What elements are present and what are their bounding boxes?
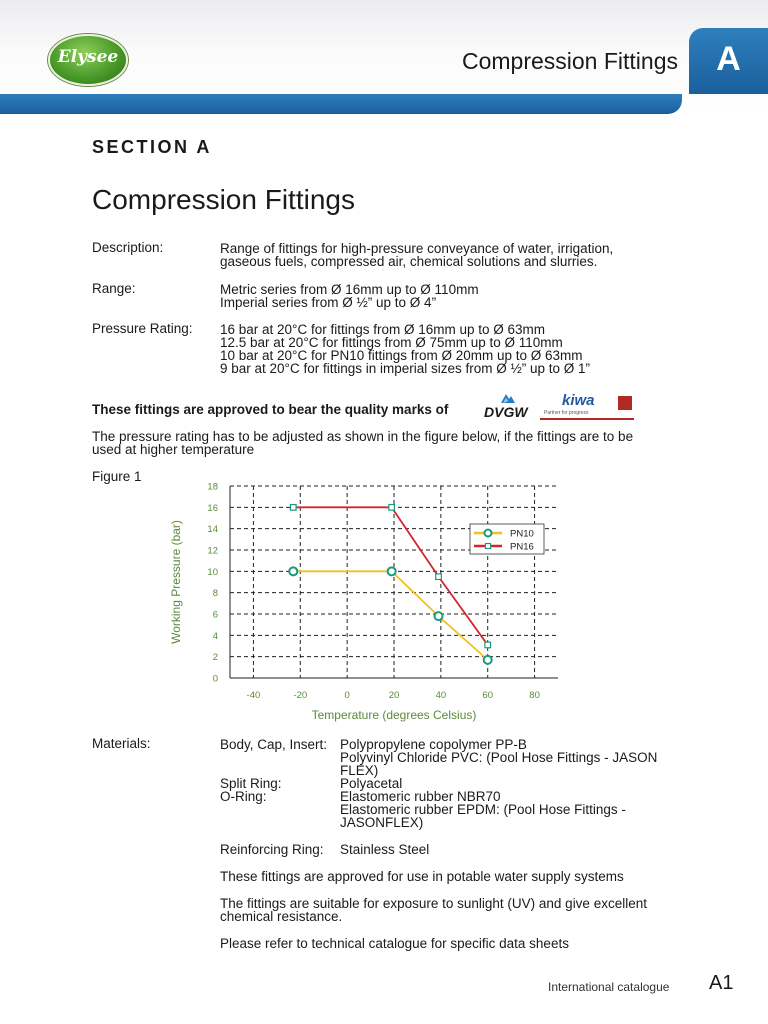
data-point-pn16 bbox=[485, 642, 491, 648]
chart-grid bbox=[230, 486, 558, 678]
section-tab-letter: A bbox=[716, 40, 741, 78]
y-tick-label: 12 bbox=[207, 545, 218, 557]
paragraph-line: These fittings are approved for use in potable water supply systems bbox=[220, 869, 624, 884]
data-point-pn10 bbox=[388, 567, 396, 575]
legend-marker-pn16 bbox=[486, 544, 491, 549]
paragraph-line: chemical resistance. bbox=[220, 909, 343, 924]
legend-label-pn16: PN16 bbox=[510, 541, 534, 553]
y-tick-label: 14 bbox=[207, 524, 218, 536]
reinforcing-ring-value: Stainless Steel bbox=[340, 842, 430, 857]
adjust-paragraph bbox=[92, 430, 633, 456]
range-text bbox=[220, 283, 479, 309]
potable-water-paragraph bbox=[220, 870, 624, 883]
paragraph-line: The fittings are suitable for exposure to sunlight (UV) and give excellent bbox=[220, 896, 647, 911]
legend-marker-pn10 bbox=[485, 530, 492, 537]
material-value-o-ring bbox=[340, 790, 626, 829]
x-tick-label: -20 bbox=[293, 690, 308, 701]
material-line: Polypropylene copolymer PP-B bbox=[340, 737, 527, 752]
pressure-line: 16 bar at 20°C for fittings from Ø 16mm up to Ø 63mm bbox=[220, 322, 546, 337]
logo-text: Elysee bbox=[57, 47, 119, 67]
y-tick-label: 2 bbox=[212, 652, 218, 664]
chart-legend bbox=[470, 524, 544, 554]
kiwa-logo bbox=[540, 394, 634, 420]
y-tick-label: 6 bbox=[212, 609, 218, 621]
material-line: Elastomeric rubber EPDM: (Pool Hose Fittings - bbox=[340, 802, 626, 817]
kiwa-tagline: Partner for progress bbox=[544, 410, 589, 416]
chart-y-axis-label: Working Pressure (bar) bbox=[169, 520, 183, 644]
data-point-pn16 bbox=[436, 574, 442, 580]
footer-page-number: A1 bbox=[709, 972, 734, 994]
chart-ticks bbox=[207, 482, 539, 702]
description-line: gaseous fuels, compressed air, chemical solutions and slurries. bbox=[220, 254, 598, 269]
kiwa-flag-icon bbox=[618, 396, 632, 410]
uv-paragraph bbox=[220, 897, 647, 923]
dvgw-wave-icon bbox=[500, 392, 516, 404]
section-tab bbox=[689, 28, 768, 94]
materials-label: Materials: bbox=[92, 736, 151, 751]
reinforcing-ring-label: Reinforcing Ring: bbox=[220, 842, 324, 857]
header-title: Compression Fittings bbox=[461, 48, 678, 74]
data-point-pn16 bbox=[290, 505, 296, 511]
x-tick-label: -40 bbox=[246, 690, 261, 701]
material-line: Polyacetal bbox=[340, 776, 403, 791]
page-title: Compression Fittings bbox=[92, 184, 355, 215]
pressure-temperature-chart bbox=[160, 478, 560, 728]
data-point-pn10 bbox=[435, 612, 443, 620]
material-label-o-ring: O-Ring: bbox=[220, 789, 267, 804]
paragraph-line: Please refer to technical catalogue for specific data sheets bbox=[220, 936, 569, 951]
data-point-pn10 bbox=[484, 656, 492, 664]
pressure-rating-text bbox=[220, 323, 590, 375]
material-line: Polyvinyl Chloride PVC: (Pool Hose Fittings - JASON bbox=[340, 750, 658, 765]
range-line: Imperial series from Ø ½” up to Ø 4” bbox=[220, 295, 437, 310]
adjust-line: used at higher temperature bbox=[92, 442, 255, 457]
x-tick-label: 80 bbox=[529, 690, 540, 701]
header-bar bbox=[0, 94, 682, 114]
footer-catalogue-text: International catalogue bbox=[548, 980, 670, 994]
material-value-body bbox=[340, 738, 657, 777]
x-tick-label: 40 bbox=[435, 690, 447, 701]
series-line-pn10 bbox=[293, 571, 487, 660]
description-label: Description: bbox=[92, 240, 164, 255]
y-tick-label: 4 bbox=[212, 630, 218, 642]
section-label: SECTION A bbox=[92, 137, 212, 157]
range-line: Metric series from Ø 16mm up to Ø 110mm bbox=[220, 282, 479, 297]
chart-x-axis-label: Temperature (degrees Celsius) bbox=[311, 708, 477, 722]
dvgw-logo bbox=[484, 392, 534, 422]
y-tick-label: 16 bbox=[207, 502, 218, 514]
material-label-body: Body, Cap, Insert: bbox=[220, 737, 328, 752]
pressure-line: 9 bar at 20°C for fittings in imperial sizes from Ø ½” up to Ø 1” bbox=[220, 361, 591, 376]
material-line: Elastomeric rubber NBR70 bbox=[340, 789, 501, 804]
kiwa-text: kiwa bbox=[562, 392, 595, 409]
pressure-line: 10 bar at 20°C for PN10 fittings from Ø 20mm up to Ø 63mm bbox=[220, 348, 583, 363]
pressure-line: 12.5 bar at 20°C for fittings from Ø 75mm up to Ø 110mm bbox=[220, 335, 563, 350]
adjust-line: The pressure rating has to be adjusted as shown in the figure below, if the fittings are to be bbox=[92, 429, 634, 444]
description-text bbox=[220, 242, 613, 268]
range-label: Range: bbox=[92, 281, 136, 296]
y-tick-label: 0 bbox=[212, 673, 218, 685]
x-tick-label: 0 bbox=[344, 690, 350, 701]
dvgw-text: DVGW bbox=[484, 404, 528, 420]
pressure-rating-label: Pressure Rating: bbox=[92, 321, 193, 336]
material-line: FLEX) bbox=[340, 763, 379, 778]
material-label-split-ring: Split Ring: bbox=[220, 776, 282, 791]
catalogue-paragraph bbox=[220, 937, 569, 950]
approval-text: These fittings are approved to bear the quality marks of bbox=[92, 402, 449, 417]
x-tick-label: 20 bbox=[388, 690, 400, 701]
y-tick-label: 18 bbox=[207, 481, 218, 493]
data-point-pn10 bbox=[289, 567, 297, 575]
page-header bbox=[0, 0, 768, 116]
x-tick-label: 60 bbox=[482, 690, 494, 701]
chart-series bbox=[293, 507, 487, 660]
y-tick-label: 10 bbox=[207, 566, 218, 578]
description-line: Range of fittings for high-pressure conveyance of water, irrigation, bbox=[220, 241, 614, 256]
elysee-logo bbox=[48, 34, 128, 86]
data-point-pn16 bbox=[389, 505, 395, 511]
material-line: JASONFLEX) bbox=[340, 815, 424, 830]
legend-label-pn10: PN10 bbox=[510, 528, 534, 540]
y-tick-label: 8 bbox=[212, 588, 218, 600]
figure-label: Figure 1 bbox=[92, 469, 142, 484]
